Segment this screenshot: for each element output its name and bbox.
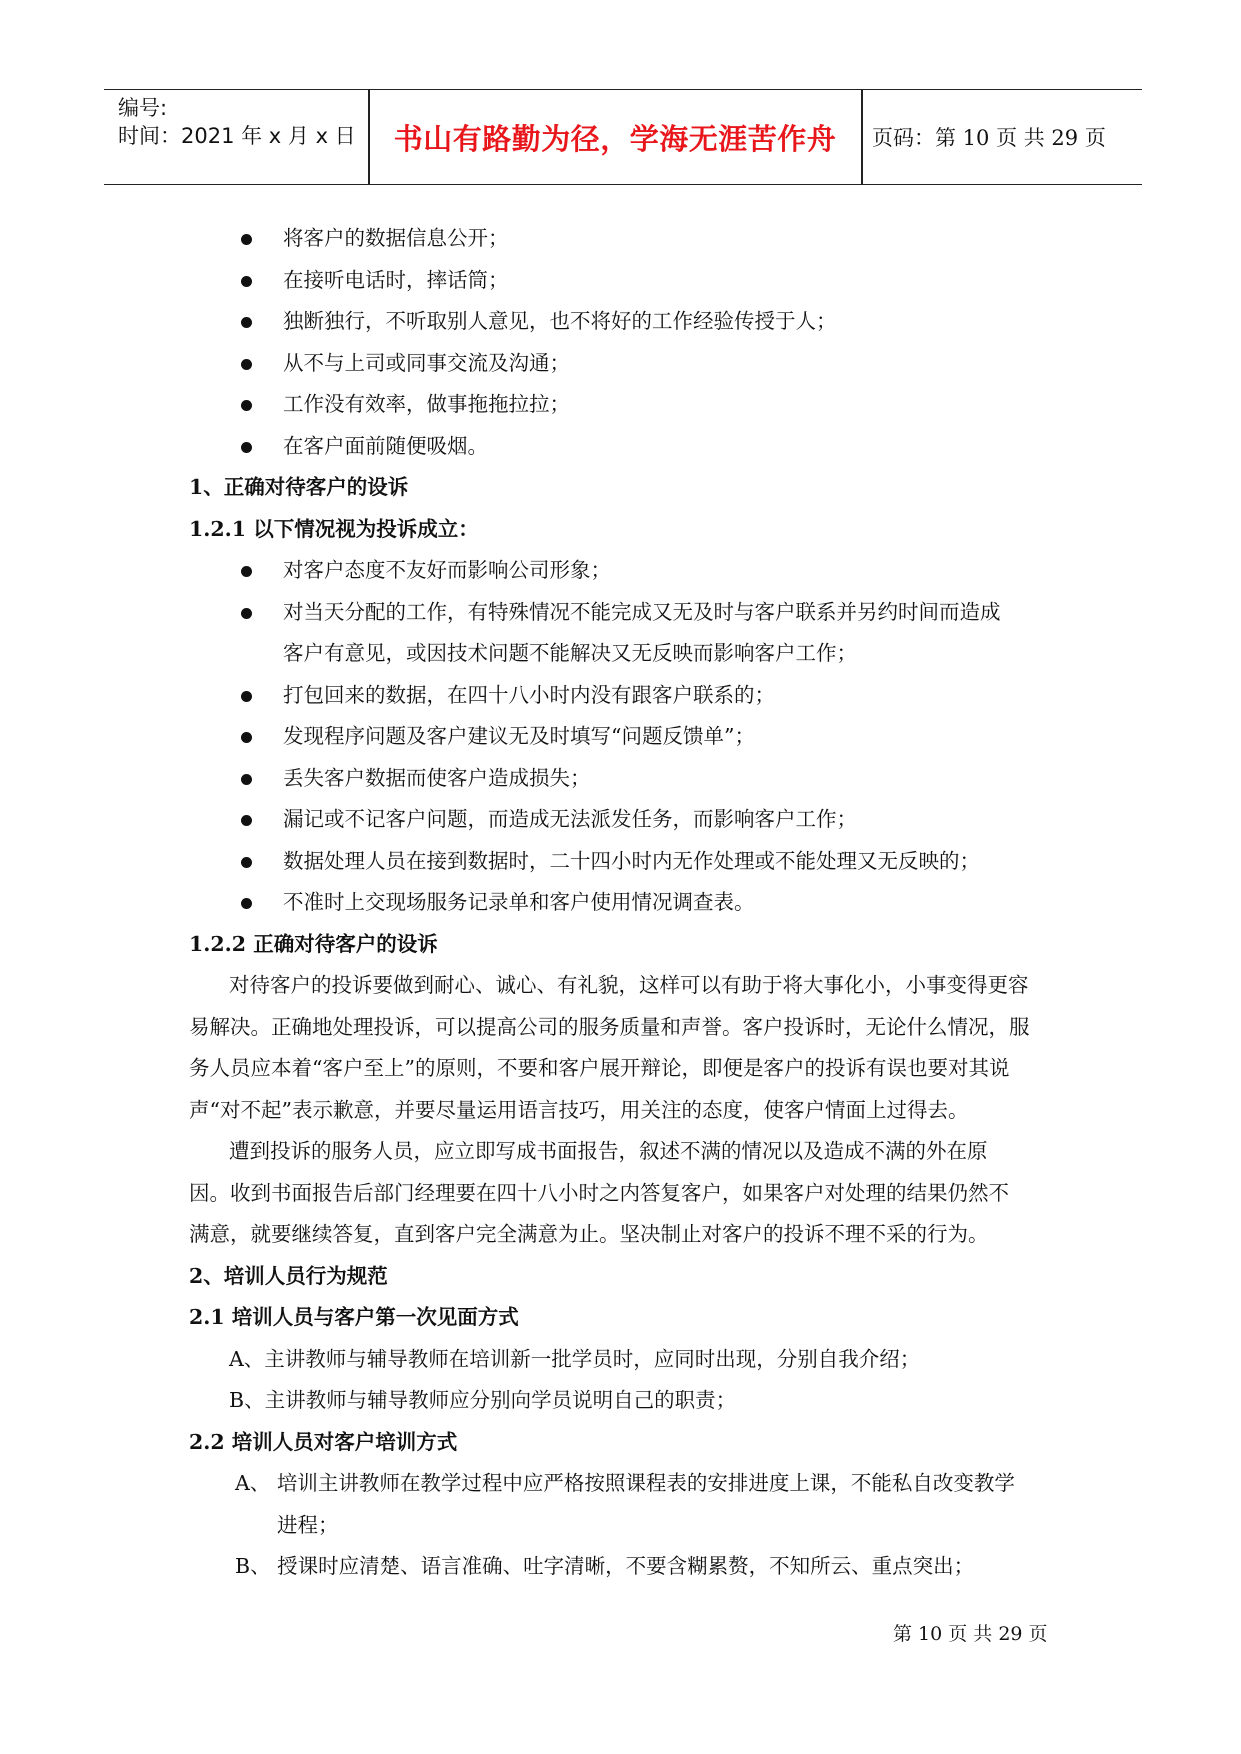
header-divider-right	[861, 90, 863, 184]
bullet-icon	[241, 732, 252, 743]
list-item-text: 在接听电话时，摔话筒；	[283, 267, 509, 292]
list-item-text: 在客户面前随便吸烟。	[283, 433, 488, 458]
list-item	[189, 592, 1059, 634]
list-item-text: 从不与上司或同事交流及沟通；	[283, 350, 570, 375]
header-motto: 书山有路勤为径，学海无涯苦作舟	[393, 121, 837, 156]
list-item-text: 工作没有效率，做事拖拖拉拉；	[283, 392, 570, 416]
header-page-code: 页码：第 10 页 共 29 页	[872, 126, 1106, 150]
section-heading: 1、正确对待客户的设诉	[189, 475, 409, 499]
bullet-icon	[241, 234, 252, 245]
subsection-heading: 1.2.2 正确对待客户的设诉	[189, 931, 438, 956]
paragraph-line: 对待客户的投诉要做到耐心、诚心、有礼貌，这样可以有助于将大事化小，小事变得更容	[229, 973, 1029, 997]
list-item	[189, 841, 1059, 883]
list-item	[189, 550, 1059, 592]
list-item-text: 丢失客户数据而使客户造成损失；	[283, 765, 591, 790]
list-item-text: 不准时上交现场服务记录单和客户使用情况调查表。	[283, 890, 755, 914]
list-item	[189, 426, 1059, 468]
subsection-heading: 2.1 培训人员与客户第一次见面方式	[189, 1305, 519, 1329]
bullet-icon	[241, 400, 252, 411]
document-body	[189, 218, 1059, 1588]
time-label: 时间：2021 年 x 月 x 日	[118, 124, 356, 148]
paragraph-line: 声“对不起”表示歉意，并要尽量运用语言技巧，用关注的态度，使客户情面上过得去。	[189, 1097, 969, 1122]
bullet-icon	[241, 317, 252, 328]
header-meta	[118, 94, 358, 150]
list-item-text: 漏记或不记客户问题，而造成无法派发任务，而影响客户工作；	[283, 807, 857, 831]
lettered-item: B、主讲教师与辅导教师应分别向学员说明自己的职责；	[229, 1388, 737, 1412]
lettered-item: B、 授课时应清楚、语言准确、吐字清晰，不要含糊累赘，不知所云、重点突出；	[235, 1554, 975, 1578]
bullet-icon	[241, 815, 252, 826]
document-header	[104, 89, 1142, 185]
list-item-text: 数据处理人员在接到数据时，二十四小时内无作处理或不能处理又无反映的；	[283, 848, 980, 873]
lettered-item: A、主讲教师与辅导教师在培训新一批学员时，应同时出现，分别自我介绍；	[229, 1346, 921, 1371]
list-item	[189, 384, 1059, 426]
page-footer: 第 10 页 共 29 页	[893, 1623, 1048, 1645]
paragraph-line: 满意，就要继续答复，直到客户完全满意为止。坚决制止对客户的投诉不理不采的行为。	[189, 1222, 989, 1246]
bullet-icon	[241, 276, 252, 287]
list-item-continuation: 客户有意见，或因技术问题不能解决又无反映而影响客户工作；	[283, 641, 857, 665]
lettered-item: A、 培训主讲教师在教学过程中应严格按照课程表的安排进度上课，不能私自改变教学	[235, 1471, 1015, 1495]
subsection-heading: 2.2 培训人员对客户培训方式	[189, 1429, 458, 1454]
paragraph-line: 易解决。正确地处理投诉，可以提高公司的服务质量和声誉。客户投诉时，无论什么情况，服	[189, 1014, 1030, 1039]
list-item-text: 发现程序问题及客户建议无及时填写“问题反馈单”；	[283, 724, 755, 748]
paragraph-line: 遭到投诉的服务人员，应立即写成书面报告，叙述不满的情况以及造成不满的外在原	[229, 1139, 988, 1163]
paragraph-line: 因。收到书面报告后部门经理要在四十八小时之内答复客户，如果客户对处理的结果仍然不	[189, 1180, 1009, 1205]
list-item-text: 对客户态度不友好而影响公司形象；	[283, 558, 611, 582]
subsection-heading: 1.2.1 以下情况视为投诉成立：	[189, 516, 479, 541]
list-item	[189, 716, 1059, 758]
number-label: 编号:	[118, 96, 168, 120]
list-item	[189, 799, 1059, 841]
section-heading: 2、培训人员行为规范	[189, 1263, 388, 1288]
bullet-icon	[241, 359, 252, 370]
list-item-text: 对当天分配的工作，有特殊情况不能完成又无及时与客户联系并另约时间而造成	[283, 599, 1001, 624]
bullet-icon	[241, 857, 252, 868]
list-item	[189, 218, 1059, 260]
paragraph-line: 务人员应本着“客户至上”的原则，不要和客户展开辩论，即便是客户的投诉有误也要对其说	[189, 1056, 1010, 1080]
list-item	[189, 343, 1059, 385]
list-item	[189, 675, 1059, 717]
list-item	[189, 301, 1059, 343]
bullet-icon	[241, 608, 252, 619]
list-item	[189, 882, 1059, 924]
lettered-item-continuation: 进程；	[277, 1512, 339, 1537]
list-item-text: 打包回来的数据，在四十八小时内没有跟客户联系的；	[283, 682, 775, 707]
bullet-icon	[241, 442, 252, 453]
list-item-text: 将客户的数据信息公开；	[283, 226, 509, 250]
list-item	[189, 758, 1059, 800]
list-item	[189, 260, 1059, 302]
bullet-icon	[241, 566, 252, 577]
bullet-icon	[241, 774, 252, 785]
bullet-icon	[241, 898, 252, 909]
bullet-icon	[241, 691, 252, 702]
list-item-text: 独断独行，不听取别人意见，也不将好的工作经验传授于人；	[283, 309, 837, 333]
